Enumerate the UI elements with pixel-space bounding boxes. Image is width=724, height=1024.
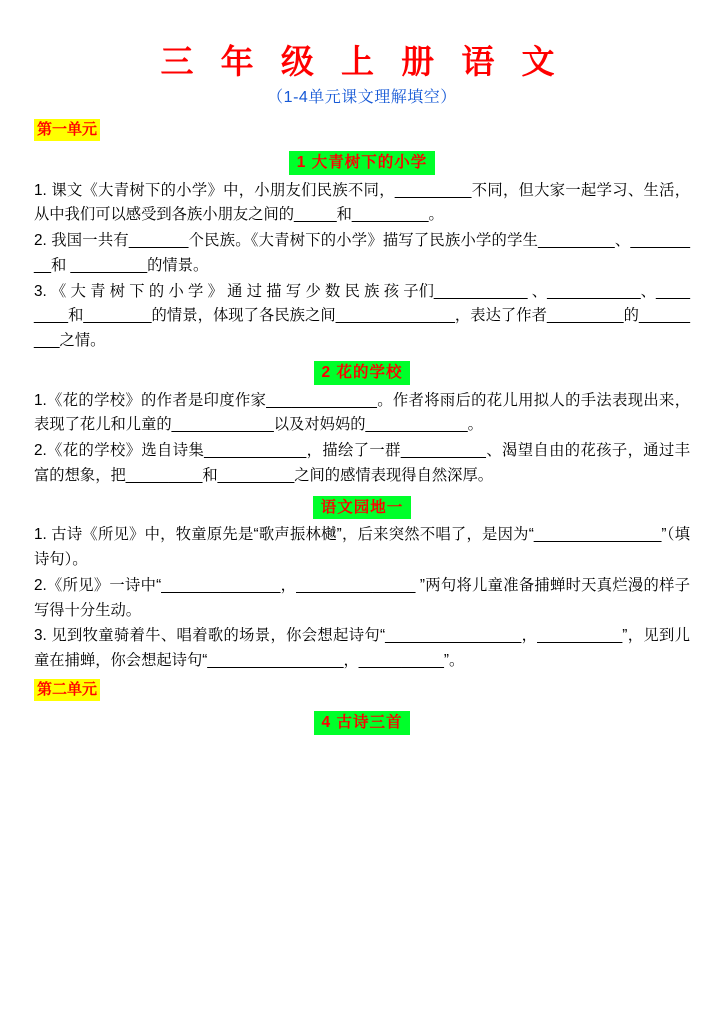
page-subtitle: （1-4单元课文理解填空） (267, 88, 457, 106)
question-g1-1: 1. 古诗《所见》中，牧童原先是“歌声振林樾”，后来突然不唱了，是因为“_______________”（填诗句）。 (34, 526, 690, 569)
question-g1-2: 2.《所见》一诗中“______________，______________ ”两句将儿童准备捕蝉时天真烂漫的样子写得十分生动。 (34, 576, 690, 619)
unit-section-1 (34, 115, 690, 674)
question-2-1: 1.《花的学校》的作者是印度作家_____________。作者将雨后的花儿用拟人的手法表现出来，表现了花儿和儿童的____________以及对妈妈的____________。 (34, 391, 690, 434)
page-title: 三 年 级 上 册 语 文 (160, 43, 564, 80)
lesson-heading-1 (34, 151, 690, 175)
lesson-heading-garden-1-text: 语文园地一 (313, 496, 412, 520)
unit-label-2: 第二单元 (34, 679, 100, 701)
question-1-1: 1. 课文《大青树下的小学》中，小朋友们民族不同，_________不同，但大家一起学习、生活，从中我们可以感受到各族小朋友之间的_____和_________。 (34, 181, 690, 224)
lesson-heading-2 (34, 361, 690, 385)
lesson-heading-4-text: 4 古诗三首 (314, 711, 411, 735)
question-2-2: 2.《花的学校》选自诗集____________，描绘了一群__________、渴望自由的花孩子，通过丰富的想象，把_________和_________之间的感情表现得自然深厚。 (34, 442, 690, 484)
lesson-heading-2-text: 2 花的学校 (314, 361, 411, 385)
unit-section-2 (34, 675, 690, 735)
unit-label-1: 第一单元 (34, 119, 100, 141)
question-g1-3: 3. 见到牧童骑着牛、唱着歌的场景，你会想起诗句“________________，__________”，见到儿童在捕蝉，你会想起诗句“________________，__________”。 (34, 627, 690, 670)
lesson-heading-4 (34, 711, 690, 735)
lesson-heading-garden-1 (34, 496, 690, 520)
question-1-3: 3. 《 大 青 树 下 的 小 学 》 通 过 描 写 少 数 民 族 孩 子们___________ 、___________、________和________的情景，体现了各民族之间______________，表达了作者_________的_________之情。 (34, 282, 690, 350)
lesson-heading-1-text: 1 大青树下的小学 (289, 151, 435, 175)
question-1-2: 2. 我国一共有_______个民族。《大青树下的小学》描写了民族小学的学生_________、_________和 _________的情景。 (34, 232, 690, 274)
